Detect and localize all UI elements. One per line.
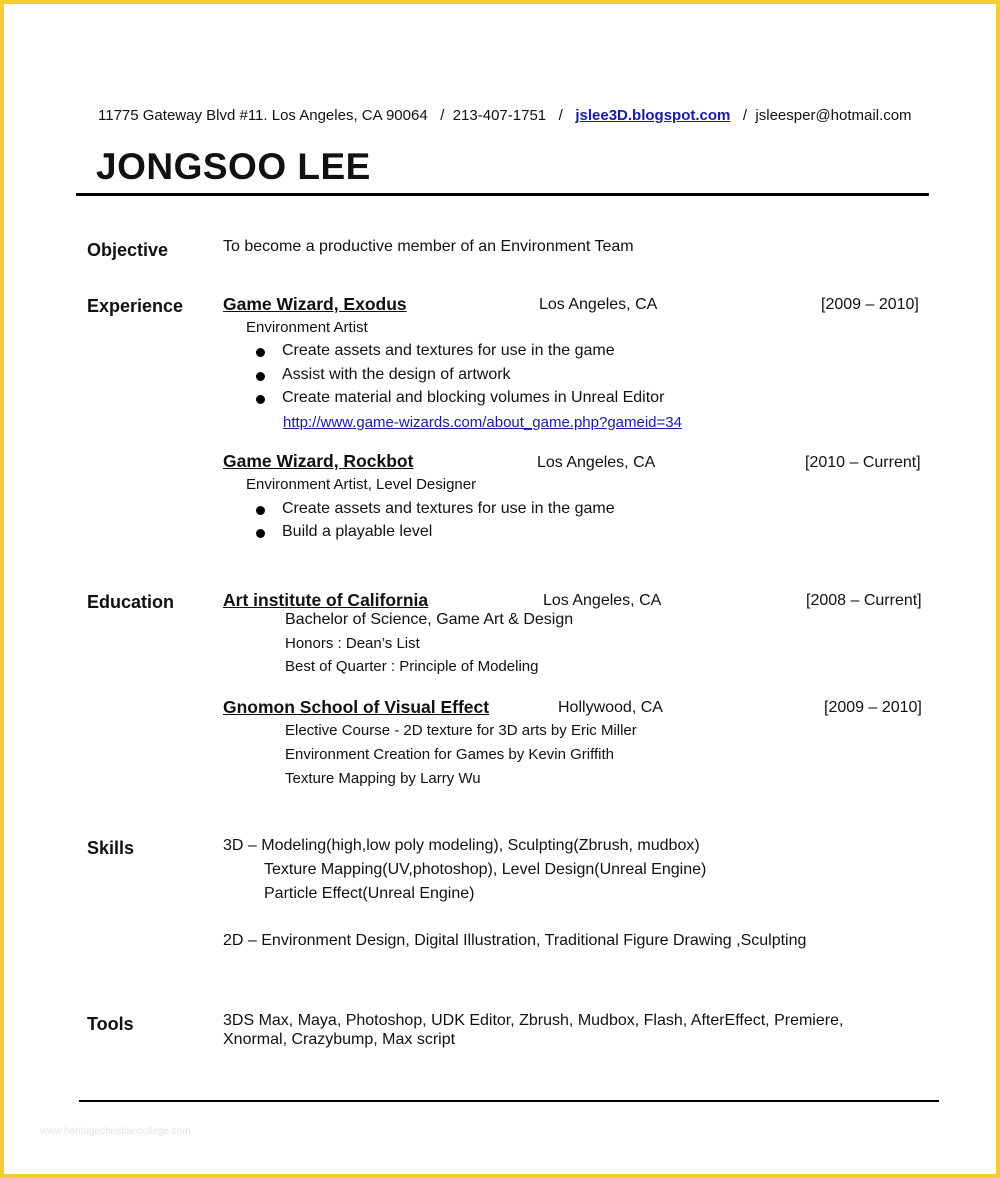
school-detail: Best of Quarter : Principle of Modeling bbox=[285, 658, 539, 675]
job-bullet: Build a playable level bbox=[282, 523, 433, 540]
job-bullet: Assist with the design of artwork bbox=[282, 366, 511, 383]
header-divider bbox=[76, 193, 929, 196]
school-dates: [2009 – 2010] bbox=[824, 699, 922, 716]
job-bullet: Create assets and textures for use in the game bbox=[282, 342, 615, 359]
contact-address: 11775 Gateway Blvd #11. Los Angeles, CA 90064 bbox=[98, 107, 428, 124]
job-role: Environment Artist, Level Designer bbox=[246, 476, 477, 493]
section-label-skills: Skills bbox=[87, 838, 135, 858]
job-role: Environment Artist bbox=[246, 319, 368, 336]
resume-page bbox=[4, 4, 996, 1174]
school-location: Hollywood, CA bbox=[558, 699, 663, 716]
school-detail: Texture Mapping by Larry Wu bbox=[285, 770, 481, 787]
job-bullet: Create assets and textures for use in the game bbox=[282, 500, 615, 517]
contact-line bbox=[98, 107, 912, 124]
section-label-tools: Tools bbox=[87, 1014, 134, 1034]
tools-line: Xnormal, Crazybump, Max script bbox=[223, 1031, 456, 1048]
job-location: Los Angeles, CA bbox=[537, 454, 656, 471]
section-label-experience: Experience bbox=[87, 296, 184, 316]
objective-text: To become a productive member of an Environment Team bbox=[223, 238, 634, 255]
contact-separator: / bbox=[558, 107, 563, 124]
contact-separator: / bbox=[742, 107, 748, 124]
school-location: Los Angeles, CA bbox=[543, 592, 662, 609]
candidate-name: JONGSOO LEE bbox=[96, 146, 371, 187]
skills-line: 2D – Environment Design, Digital Illustration, Traditional Figure Drawing ,Sculpting bbox=[223, 932, 807, 949]
school-detail: Environment Creation for Games by Kevin Griffith bbox=[285, 746, 615, 763]
section-label-education: Education bbox=[87, 592, 175, 612]
job-title: Game Wizard, Exodus bbox=[223, 294, 407, 314]
watermark-text: www.heritagechristiancollege.com bbox=[40, 1126, 191, 1137]
contact-email: jsleesper@hotmail.com bbox=[755, 107, 912, 124]
job-dates: [2010 – Current] bbox=[805, 454, 921, 471]
school-detail: Elective Course - 2D texture for 3D arts by Eric Miller bbox=[285, 722, 637, 739]
job-dates: [2009 – 2010] bbox=[821, 296, 919, 313]
contact-separator: / bbox=[440, 107, 445, 124]
game-link[interactable]: http://www.game-wizards.com/about_game.php?gameid=34 bbox=[283, 414, 682, 431]
skills-line: 3D – Modeling(high,low poly modeling), Sculpting(Zbrush, mudbox) bbox=[223, 837, 700, 854]
school-detail: Honors : Dean’s List bbox=[285, 635, 420, 652]
school-dates: [2008 – Current] bbox=[806, 592, 922, 609]
job-title: Game Wizard, Rockbot bbox=[223, 451, 414, 471]
blog-link[interactable]: jslee3D.blogspot.com bbox=[575, 107, 731, 124]
job-bullet: Create material and blocking volumes in Unreal Editor bbox=[282, 389, 665, 406]
skills-line: Texture Mapping(UV,photoshop), Level Design(Unreal Engine) bbox=[264, 861, 707, 878]
school-name: Gnomon School of Visual Effect bbox=[223, 697, 490, 717]
skills-line: Particle Effect(Unreal Engine) bbox=[264, 885, 475, 902]
school-detail: Bachelor of Science, Game Art & Design bbox=[285, 611, 574, 628]
section-label-objective: Objective bbox=[87, 240, 169, 260]
footer-divider bbox=[79, 1100, 939, 1102]
school-name: Art institute of California bbox=[223, 590, 429, 610]
tools-line: 3DS Max, Maya, Photoshop, UDK Editor, Zbrush, Mudbox, Flash, AfterEffect, Premiere, bbox=[223, 1012, 844, 1029]
job-location: Los Angeles, CA bbox=[539, 296, 658, 313]
contact-phone: 213-407-1751 bbox=[452, 107, 547, 124]
